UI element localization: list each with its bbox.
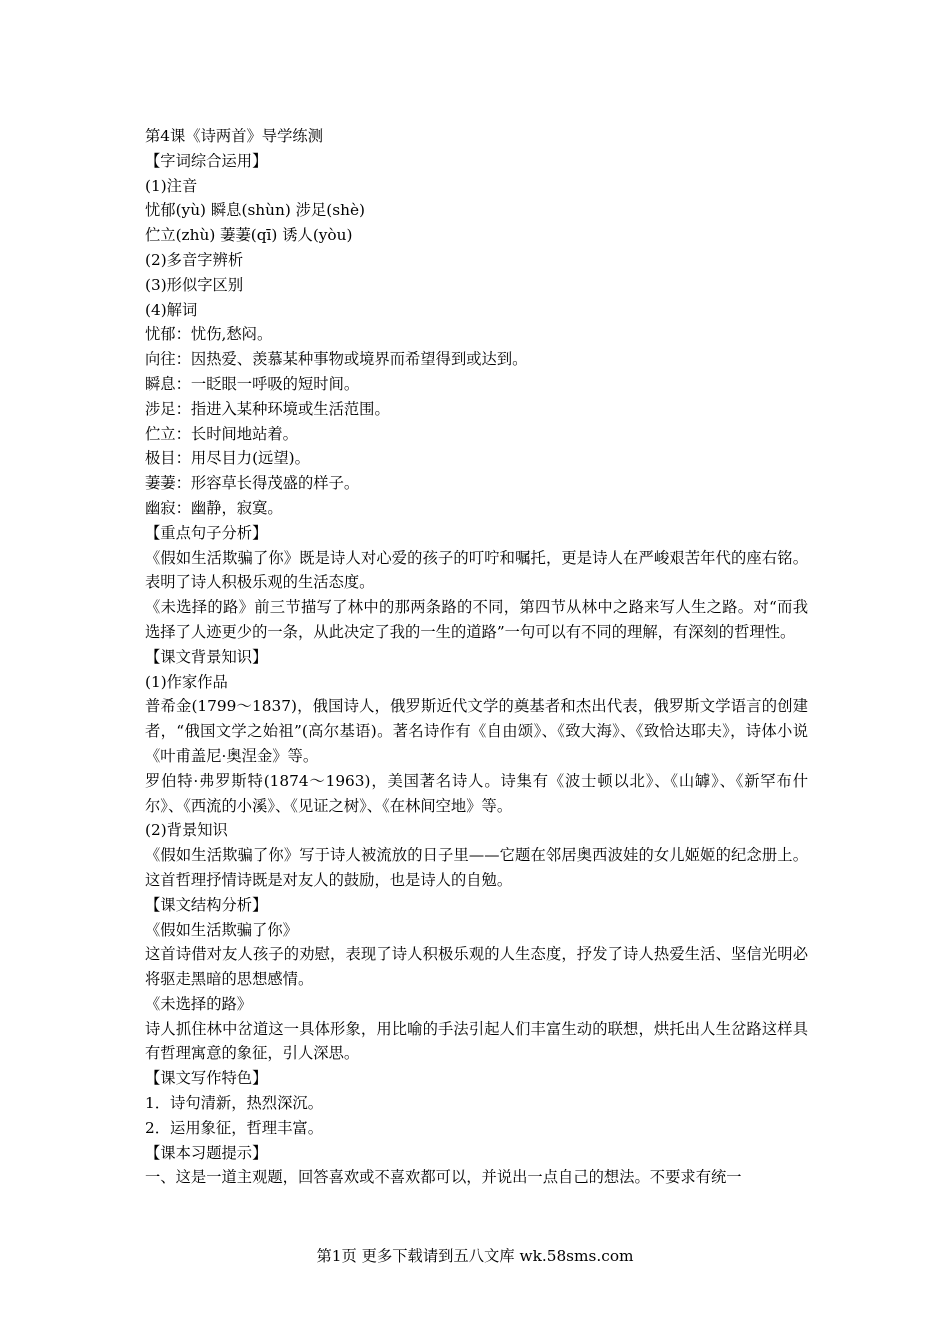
paragraph: 瞬息：一眨眼一呼吸的短时间。 [145,374,360,393]
paragraph: 《假如生活欺骗了你》 [145,920,298,939]
paragraph: 罗伯特·弗罗斯特(1874～1963)，美国著名诗人。诗集有《波士顿以北》、《山罅》、《新罕布什尔》、《西流的小溪》、《见证之树》、《在林间空地》等。 [145,771,808,815]
section-heading: 【课文背景知识】 [145,647,268,666]
paragraph: 《假如生活欺骗了你》既是诗人对心爱的孩子的叮咛和嘱托，更是诗人在严峻艰苦年代的座右铭。表明了诗人积极乐观的生活态度。 [145,548,808,592]
paragraph: 涉足：指进入某种环境或生活范围。 [145,399,390,418]
paragraph: (1)作家作品 [145,672,228,691]
paragraph: 向往：因热爱、羡慕某种事物或境界而希望得到或达到。 [145,350,528,369]
paragraph: 忧郁(yù) 瞬息(shùn) 涉足(shè) [145,201,365,220]
page-footer: 第1页 更多下载请到五八文库 wk.58sms.com [316,1247,634,1265]
paragraph: 1．诗句清新，热烈深沉。 [145,1094,323,1113]
section-heading: 【字词综合运用】 [145,151,268,170]
paragraph: (3)形似字区别 [145,275,244,294]
paragraph: 伫立：长时间地站着。 [145,424,298,443]
paragraph: 《假如生活欺骗了你》写于诗人被流放的日子里——它题在邻居奥西波娃的女儿姬姬的纪念册上。这首哲理抒情诗既是对友人的鼓励，也是诗人的自勉。 [145,846,808,889]
paragraph: 萋萋：形容草长得茂盛的样子。 [145,474,360,493]
paragraph: 伫立(zhù) 萋萋(qī) 诱人(yòu) [145,226,353,245]
section-heading: 【重点句子分析】 [145,523,268,542]
paragraph: (1)注音 [145,176,198,195]
paragraph: 2．运用象征，哲理丰富。 [145,1118,323,1137]
section-heading: 【课文结构分析】 [145,895,268,914]
paragraph: (2)多音字辨析 [145,250,244,269]
paragraph-list [145,149,808,1190]
paragraph: 极目：用尽目力(远望)。 [145,449,310,468]
paragraph: 一、这是一道主观题，回答喜欢或不喜欢都可以，并说出一点自己的想法。不要求有统一 [145,1168,742,1187]
paragraph: 《未选择的路》 [145,994,253,1013]
paragraph: 诗人抓住林中岔道这一具体形象，用比喻的手法引起人们丰富生动的联想，烘托出人生岔路这样具有哲理寓意的象征，引人深思。 [145,1019,808,1063]
document-title: 第4课《诗两首》导学练测 [145,127,323,145]
document-body [145,124,808,1190]
section-heading: 【课文写作特色】 [145,1069,268,1088]
paragraph: 忧郁：忧伤,愁闷。 [145,325,273,344]
paragraph: 《未选择的路》前三节描写了林中的那两条路的不同，第四节从林中之路来写人生之路。对“而我选择了人迹更少的一条，从此决定了我的一生的道路”一句可以有不同的理解，有深刻的哲理性。 [145,598,808,641]
paragraph: (4)解词 [145,300,198,319]
paragraph: 这首诗借对友人孩子的劝慰，表现了诗人积极乐观的人生态度，抒发了诗人热爱生活、坚信光明必将驱走黑暗的思想感情。 [145,945,808,989]
section-heading: 【课本习题提示】 [145,1143,268,1162]
paragraph: (2)背景知识 [145,821,228,840]
paragraph: 幽寂：幽静，寂寞。 [145,498,283,517]
paragraph: 普希金(1799～1837)，俄国诗人，俄罗斯近代文学的奠基者和杰出代表，俄罗斯文学语言的创建者，“俄国文学之始祖”(高尔基语)。著名诗作有《自由颂》、《致大海》、《致恰达耶夫》，诗体小说《叶甫盖尼·奥涅金》等。 [145,697,808,765]
